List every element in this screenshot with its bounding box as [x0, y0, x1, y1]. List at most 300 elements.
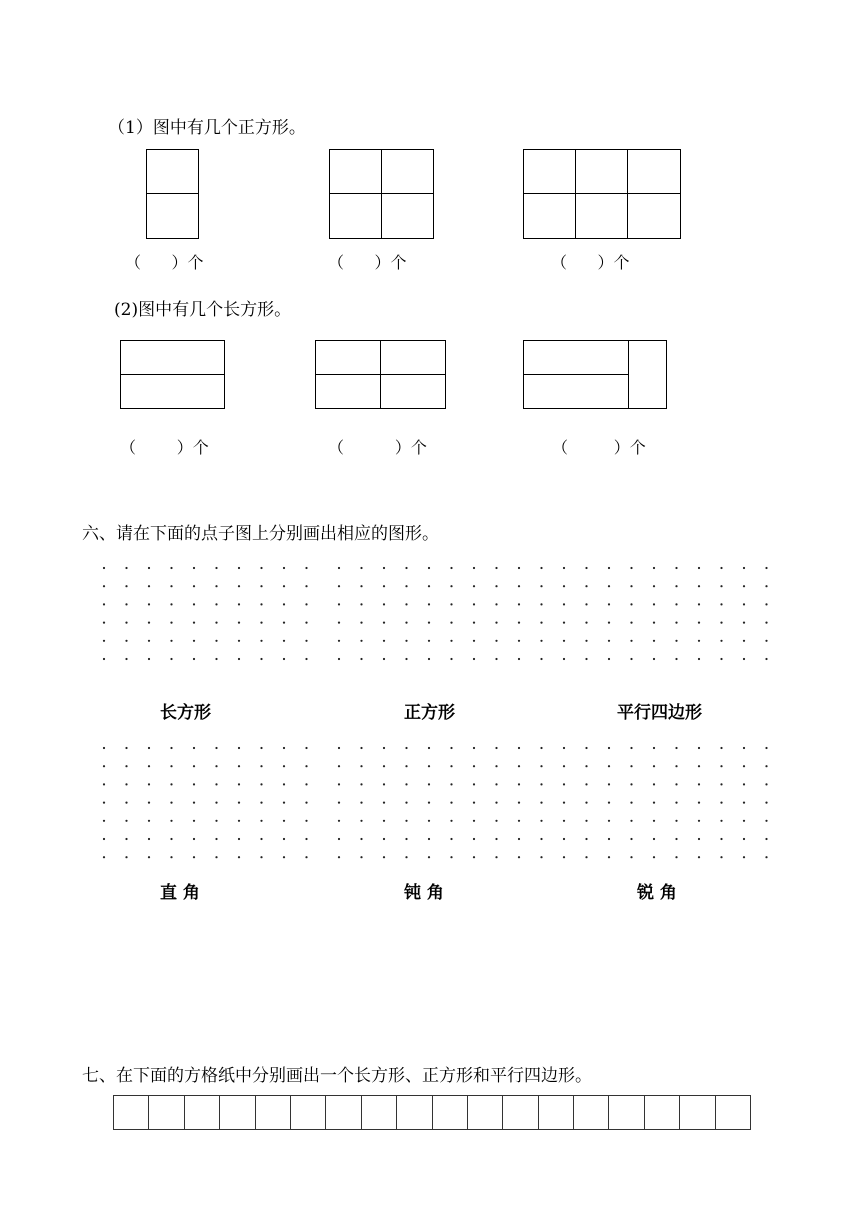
grid-dot [383, 747, 385, 749]
grid-dot [305, 838, 307, 840]
grid-dot [215, 603, 217, 605]
grid-dot [383, 820, 385, 822]
grid-dot [675, 802, 677, 804]
grid-dot [405, 567, 407, 569]
grid-dot [653, 640, 655, 642]
grid-dot [338, 640, 340, 642]
grid-dot [405, 783, 407, 785]
grid-dot [238, 567, 240, 569]
grid-dot [283, 765, 285, 767]
grid-dot [450, 658, 452, 660]
grid-dot [585, 658, 587, 660]
grid-dot [608, 622, 610, 624]
grid-dot [383, 783, 385, 785]
grid-dot [238, 603, 240, 605]
grid-dot [103, 802, 105, 804]
grid-dot [653, 658, 655, 660]
grid-dot [193, 622, 195, 624]
grid-dot [563, 622, 565, 624]
grid-dot [563, 585, 565, 587]
grid-dot [585, 856, 587, 858]
grid-dot [743, 585, 745, 587]
grid-dot [148, 622, 150, 624]
grid-dot [495, 820, 497, 822]
grid-dot [518, 658, 520, 660]
grid-dot [495, 603, 497, 605]
grid-dot [103, 658, 105, 660]
grid-dot [743, 783, 745, 785]
grid-dot [540, 765, 542, 767]
grid-dot [305, 765, 307, 767]
dot-grid-obtuse-angle[interactable] [335, 745, 545, 865]
grid-dot [473, 603, 475, 605]
grid-dot [518, 622, 520, 624]
grid-dot [473, 622, 475, 624]
grid-dot [383, 622, 385, 624]
grid-cell[interactable] [716, 1096, 751, 1129]
question-count-rectangles: (2)图中有几个长方形。 [114, 300, 292, 320]
grid-dot [653, 856, 655, 858]
grid-dot [260, 856, 262, 858]
grid-dot [428, 838, 430, 840]
grid-dot [653, 567, 655, 569]
grid-dot [585, 585, 587, 587]
grid-dot [283, 747, 285, 749]
grid-dot [450, 640, 452, 642]
section-7-title: 七、在下面的方格纸中分别画出一个长方形、正方形和平行四边形。 [82, 1066, 592, 1086]
grid-dot [283, 658, 285, 660]
grid-dot [360, 567, 362, 569]
grid-dot [675, 765, 677, 767]
label-right-angle: 直 角 [160, 883, 200, 903]
grid-dot [630, 567, 632, 569]
grid-dot [193, 838, 195, 840]
grid-dot [283, 603, 285, 605]
grid-dot [283, 856, 285, 858]
grid-dot [405, 765, 407, 767]
grid-dot [450, 802, 452, 804]
grid-dot [148, 747, 150, 749]
grid-dot [338, 603, 340, 605]
grid-dot [518, 838, 520, 840]
grid-dot [743, 658, 745, 660]
grid-cell[interactable] [503, 1096, 538, 1129]
grid-dot [765, 622, 767, 624]
grid-dot [215, 765, 217, 767]
grid-dot [743, 838, 745, 840]
grid-dot [148, 856, 150, 858]
grid-dot [630, 783, 632, 785]
grid-dot [495, 783, 497, 785]
grid-cell[interactable] [326, 1096, 361, 1129]
grid-cell[interactable] [185, 1096, 220, 1129]
grid-dot [518, 567, 520, 569]
grid-dot [170, 783, 172, 785]
grid-dot [563, 783, 565, 785]
grid-dot [518, 802, 520, 804]
grid-dot [238, 658, 240, 660]
grid-dot [585, 820, 587, 822]
grid-dot [305, 802, 307, 804]
grid-dot [540, 622, 542, 624]
grid-dot [305, 567, 307, 569]
dot-grid-square[interactable] [335, 565, 545, 685]
grid-dot [193, 783, 195, 785]
grid-dot [450, 783, 452, 785]
grid-cell[interactable] [291, 1096, 326, 1129]
grid-dot [338, 783, 340, 785]
grid-dot [585, 783, 587, 785]
grid-dot [103, 567, 105, 569]
grid-dot [495, 856, 497, 858]
grid-dot [720, 585, 722, 587]
grid-dot [653, 783, 655, 785]
grid-dot [720, 783, 722, 785]
grid-dot [238, 802, 240, 804]
grid-dot [103, 820, 105, 822]
grid-dot [148, 658, 150, 660]
grid-dot [193, 765, 195, 767]
grid-dot [305, 783, 307, 785]
grid-dot [675, 658, 677, 660]
grid-dot [428, 640, 430, 642]
grid-dot [238, 622, 240, 624]
grid-cell[interactable] [468, 1096, 503, 1129]
grid-dot [215, 802, 217, 804]
grid-dot [260, 783, 262, 785]
graph-paper-strip[interactable] [113, 1095, 751, 1130]
grid-dot [170, 747, 172, 749]
grid-dot [675, 838, 677, 840]
grid-dot [215, 567, 217, 569]
grid-dot [630, 802, 632, 804]
grid-dot [743, 856, 745, 858]
grid-dot [473, 802, 475, 804]
grid-dot [540, 640, 542, 642]
grid-dot [653, 585, 655, 587]
grid-dot [698, 820, 700, 822]
grid-dot [698, 838, 700, 840]
grid-dot [170, 640, 172, 642]
section-6-title: 六、请在下面的点子图上分别画出相应的图形。 [82, 524, 439, 544]
answer-blank[interactable]: （ ）个 [551, 253, 630, 272]
grid-dot [765, 567, 767, 569]
grid-dot [428, 802, 430, 804]
grid-dot [495, 765, 497, 767]
grid-dot [630, 765, 632, 767]
grid-dot [450, 765, 452, 767]
grid-dot [125, 640, 127, 642]
grid-dot [338, 802, 340, 804]
label-acute-angle: 锐 角 [637, 883, 677, 903]
grid-dot [193, 603, 195, 605]
grid-dot [125, 603, 127, 605]
grid-dot [743, 603, 745, 605]
dot-grid-parallelogram[interactable] [560, 565, 770, 685]
grid-dot [473, 747, 475, 749]
answer-blank[interactable]: （ ）个 [552, 438, 646, 457]
grid-dot [563, 567, 565, 569]
grid-dot [283, 802, 285, 804]
grid-dot [675, 856, 677, 858]
grid-dot [563, 658, 565, 660]
grid-dot [405, 622, 407, 624]
grid-dot [215, 747, 217, 749]
grid-dot [360, 838, 362, 840]
grid-dot [405, 856, 407, 858]
grid-dot [630, 820, 632, 822]
grid-dot [193, 820, 195, 822]
grid-dot [405, 802, 407, 804]
grid-dot [215, 856, 217, 858]
grid-cell[interactable] [256, 1096, 291, 1129]
grid-cell[interactable] [149, 1096, 184, 1129]
grid-dot [383, 603, 385, 605]
grid-dot [765, 747, 767, 749]
grid-dot [540, 658, 542, 660]
grid-dot [765, 820, 767, 822]
grid-dot [103, 603, 105, 605]
grid-cell[interactable] [397, 1096, 432, 1129]
grid-dot [540, 783, 542, 785]
grid-dot [608, 747, 610, 749]
grid-dot [473, 567, 475, 569]
grid-cell[interactable] [609, 1096, 644, 1129]
figure-four-rectangles [315, 340, 446, 409]
grid-dot [653, 603, 655, 605]
grid-dot [305, 622, 307, 624]
grid-dot [125, 658, 127, 660]
grid-dot [698, 603, 700, 605]
grid-cell[interactable] [114, 1096, 149, 1129]
grid-dot [260, 765, 262, 767]
grid-dot [743, 640, 745, 642]
grid-dot [585, 640, 587, 642]
grid-dot [608, 658, 610, 660]
grid-dot [103, 640, 105, 642]
grid-cell[interactable] [433, 1096, 468, 1129]
grid-dot [675, 603, 677, 605]
grid-dot [450, 838, 452, 840]
grid-dot [215, 585, 217, 587]
grid-dot [283, 585, 285, 587]
grid-dot [148, 783, 150, 785]
grid-dot [125, 622, 127, 624]
grid-dot [720, 603, 722, 605]
grid-dot [540, 567, 542, 569]
grid-dot [563, 820, 565, 822]
grid-dot [360, 783, 362, 785]
grid-dot [698, 640, 700, 642]
grid-dot [518, 747, 520, 749]
grid-dot [283, 820, 285, 822]
grid-dot [125, 747, 127, 749]
grid-dot [540, 585, 542, 587]
grid-dot [765, 838, 767, 840]
grid-cell[interactable] [220, 1096, 255, 1129]
grid-dot [260, 820, 262, 822]
grid-dot [675, 622, 677, 624]
grid-dot [193, 640, 195, 642]
grid-cell[interactable] [645, 1096, 680, 1129]
figure-six-squares [523, 149, 681, 239]
grid-dot [125, 802, 127, 804]
grid-dot [215, 658, 217, 660]
grid-dot [305, 856, 307, 858]
grid-dot [720, 838, 722, 840]
grid-dot [518, 640, 520, 642]
grid-dot [495, 802, 497, 804]
grid-dot [698, 567, 700, 569]
grid-dot [283, 783, 285, 785]
answer-blank[interactable]: （ ）个 [328, 438, 427, 457]
grid-dot [608, 567, 610, 569]
grid-dot [383, 802, 385, 804]
grid-dot [215, 838, 217, 840]
grid-dot [518, 820, 520, 822]
grid-dot [630, 622, 632, 624]
grid-dot [148, 603, 150, 605]
answer-blank[interactable]: （ ）个 [125, 253, 204, 272]
grid-dot [473, 838, 475, 840]
grid-dot [405, 820, 407, 822]
grid-dot [428, 765, 430, 767]
grid-dot [473, 765, 475, 767]
grid-dot [260, 603, 262, 605]
grid-dot [518, 856, 520, 858]
grid-dot [405, 603, 407, 605]
grid-dot [563, 747, 565, 749]
grid-dot [743, 820, 745, 822]
grid-dot [215, 640, 217, 642]
grid-dot [193, 567, 195, 569]
grid-dot [540, 820, 542, 822]
grid-dot [585, 603, 587, 605]
grid-dot [495, 640, 497, 642]
grid-dot [563, 603, 565, 605]
question-count-squares: （1）图中有几个正方形。 [108, 118, 306, 138]
grid-dot [148, 585, 150, 587]
grid-dot [193, 802, 195, 804]
grid-dot [585, 747, 587, 749]
grid-dot [743, 765, 745, 767]
grid-dot [338, 585, 340, 587]
grid-dot [360, 658, 362, 660]
grid-dot [428, 783, 430, 785]
label-obtuse-angle: 钝 角 [404, 883, 444, 903]
dot-grid-acute-angle[interactable] [560, 745, 770, 865]
grid-cell[interactable] [680, 1096, 715, 1129]
grid-dot [585, 802, 587, 804]
grid-dot [495, 838, 497, 840]
grid-dot [608, 802, 610, 804]
grid-dot [608, 585, 610, 587]
grid-dot [360, 856, 362, 858]
grid-dot [675, 567, 677, 569]
grid-dot [170, 603, 172, 605]
grid-dot [765, 640, 767, 642]
answer-blank[interactable]: （ ）个 [120, 438, 209, 457]
grid-dot [585, 567, 587, 569]
figure-two-rectangles-stacked [120, 340, 225, 409]
grid-dot [630, 658, 632, 660]
grid-dot [305, 820, 307, 822]
grid-dot [720, 802, 722, 804]
grid-dot [450, 820, 452, 822]
grid-dot [540, 802, 542, 804]
grid-dot [563, 838, 565, 840]
grid-dot [630, 640, 632, 642]
grid-dot [360, 585, 362, 587]
grid-dot [563, 640, 565, 642]
grid-dot [495, 585, 497, 587]
grid-dot [473, 585, 475, 587]
answer-blank[interactable]: （ ）个 [328, 253, 407, 272]
grid-dot [383, 838, 385, 840]
grid-dot [238, 856, 240, 858]
grid-cell[interactable] [539, 1096, 574, 1129]
grid-dot [170, 765, 172, 767]
grid-dot [540, 747, 542, 749]
grid-dot [103, 783, 105, 785]
grid-dot [720, 747, 722, 749]
grid-dot [765, 856, 767, 858]
grid-cell[interactable] [574, 1096, 609, 1129]
grid-dot [765, 585, 767, 587]
grid-dot [338, 765, 340, 767]
grid-dot [260, 838, 262, 840]
grid-dot [698, 585, 700, 587]
grid-dot [103, 856, 105, 858]
grid-dot [405, 658, 407, 660]
grid-cell[interactable] [362, 1096, 397, 1129]
grid-dot [630, 603, 632, 605]
grid-dot [495, 567, 497, 569]
grid-dot [305, 603, 307, 605]
grid-dot [495, 747, 497, 749]
grid-dot [428, 622, 430, 624]
grid-dot [360, 640, 362, 642]
label-rectangle: 长方形 [160, 703, 211, 723]
grid-dot [518, 603, 520, 605]
grid-dot [653, 765, 655, 767]
grid-dot [338, 747, 340, 749]
grid-dot [360, 765, 362, 767]
grid-dot [765, 658, 767, 660]
grid-dot [148, 765, 150, 767]
grid-dot [125, 567, 127, 569]
grid-dot [238, 765, 240, 767]
grid-dot [383, 765, 385, 767]
grid-dot [720, 820, 722, 822]
grid-dot [765, 603, 767, 605]
dot-grid-rectangle[interactable] [100, 565, 310, 685]
grid-dot [338, 856, 340, 858]
grid-dot [103, 747, 105, 749]
grid-dot [405, 585, 407, 587]
grid-dot [428, 567, 430, 569]
grid-dot [450, 856, 452, 858]
grid-dot [170, 820, 172, 822]
grid-dot [720, 765, 722, 767]
grid-dot [675, 820, 677, 822]
grid-dot [450, 603, 452, 605]
grid-dot [608, 820, 610, 822]
grid-dot [360, 603, 362, 605]
dot-grid-right-angle[interactable] [100, 745, 310, 865]
grid-dot [743, 802, 745, 804]
grid-dot [148, 820, 150, 822]
